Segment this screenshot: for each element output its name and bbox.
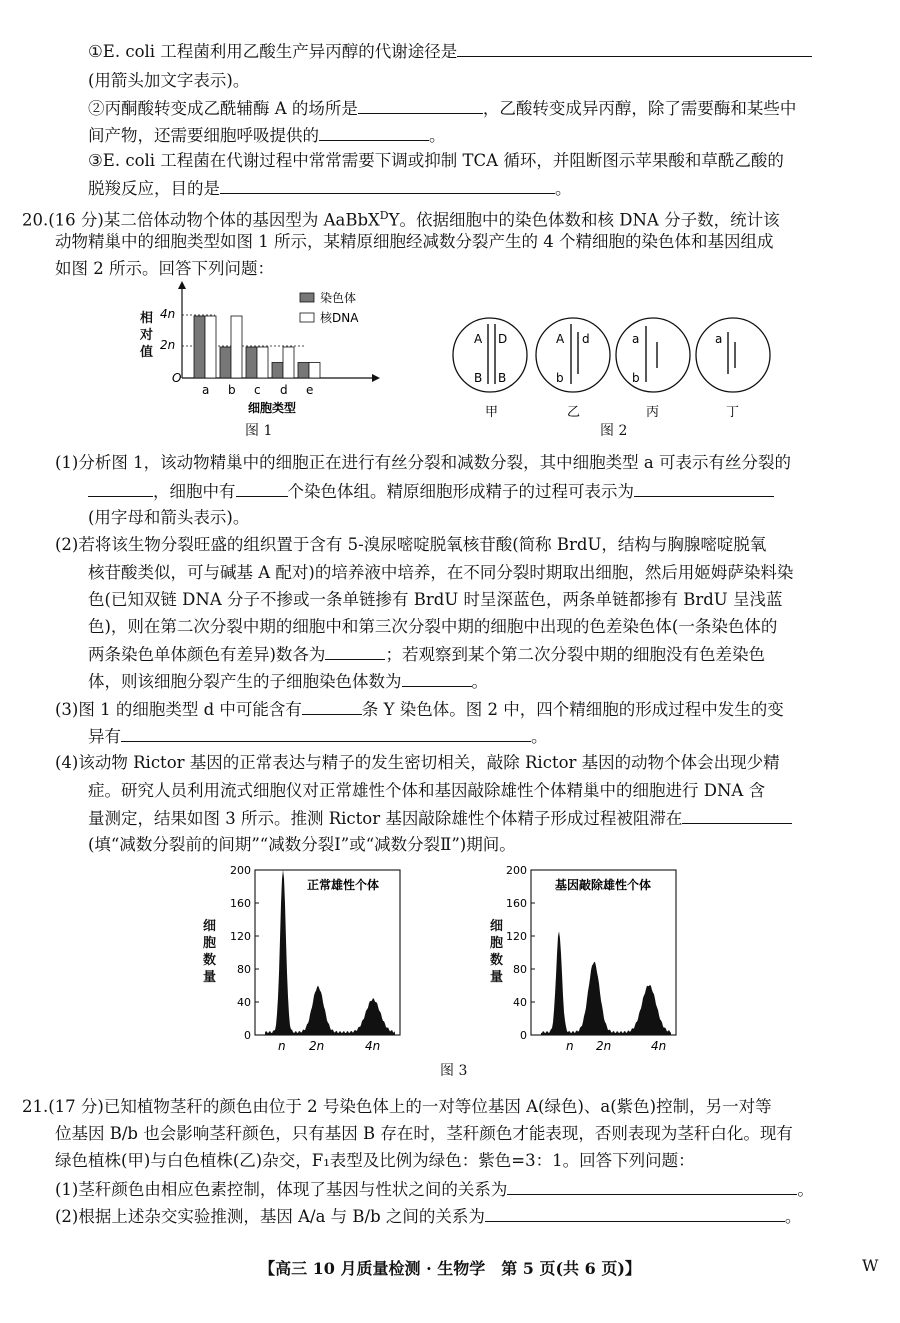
q20-intro-text-end: Y。依据细胞中的染色体数和核 DNA 分子数，统计该 <box>388 210 780 230</box>
category-label-d: d <box>280 383 288 397</box>
q21-s1-text: (1)茎秆颜色由相应色素控制，体现了基因与性状之间的关系为 <box>55 1180 508 1199</box>
q20-s2-line1: (2)若将该生物分裂旺盛的组织置于含有 5-溴尿嘧啶脱氧核苷酸(简称 BrdU，结构与胸腺嘧啶脱氧 <box>55 535 767 554</box>
q20-intro-text: 20.(16 分)某二倍体动物个体的基因型为 AaBbX <box>22 210 380 230</box>
bar-dna-a <box>205 316 216 378</box>
footer-mark: W <box>862 1256 879 1275</box>
gene-label: b <box>632 371 640 385</box>
gene-label: B <box>474 371 483 385</box>
q19-part2-text2: ，乙酸转变成异丙醇，除了需要酶和某些中 <box>482 99 797 118</box>
y-tick-label: 0 <box>520 1029 527 1042</box>
category-labels <box>202 383 313 397</box>
gene-label: b <box>556 371 564 385</box>
q20-s2-line6 <box>88 670 488 693</box>
q19-part1-line2: (用箭头加文字表示)。 <box>88 71 250 90</box>
bar-chromosome-a <box>194 316 205 378</box>
cell-membrane <box>616 318 690 392</box>
q19-part3-line2 <box>88 177 572 200</box>
answer-blank[interactable] <box>236 480 288 497</box>
histogram-area <box>541 931 671 1035</box>
superscript: D <box>379 209 389 222</box>
cell-name: 丁 <box>726 405 740 420</box>
cell-membrane <box>453 318 527 392</box>
q21-line5 <box>55 1205 801 1228</box>
y-tick-label: 120 <box>506 930 527 943</box>
answer-blank[interactable] <box>402 670 472 687</box>
page-footer: 【高三 10 月质量检测 · 生物学 第 5 页(共 6 页)】 <box>259 1259 641 1278</box>
y-tick-label: 0 <box>244 1029 251 1042</box>
q20-s2-text2: ；若观察到某个第二次分裂中期的细胞没有色差染色 <box>385 645 765 664</box>
q20-intro-line3: 如图 2 所示。回答下列问题： <box>55 259 274 278</box>
q21-s2-text: (2)根据上述杂交实验推测，基因 A/a 与 B/b 之间的关系为 <box>55 1207 485 1226</box>
x-axis-label: 细胞类型 <box>248 401 297 415</box>
fig3-right-y-label: 细胞数量 <box>490 919 504 985</box>
q20-s2-line4: 色)，则在第二次分裂中期的细胞中和第三次分裂中期的细胞中出现的色差染色体(一条染色体的 <box>88 617 778 636</box>
period: 。 <box>531 727 548 746</box>
gene-label: A <box>474 332 483 346</box>
cell-ding <box>696 318 770 420</box>
figure-2-cells <box>440 312 780 422</box>
y-tick-label: 200 <box>506 864 527 877</box>
cell-membrane <box>696 318 770 392</box>
cell-name: 丙 <box>646 405 660 420</box>
q20-s2-line5 <box>88 643 765 666</box>
histogram-area <box>265 870 395 1035</box>
q21-line3: 绿色植株(甲)与白色植株(乙)杂交，F₁表型及比例为绿色：紫色=3：1。回答下列问题： <box>55 1151 695 1170</box>
q21-line2: 位基因 B/b 也会影响茎秆颜色，只有基因 B 存在时，茎秆颜色才能表现，否则表现为茎秆白化。现有 <box>55 1124 793 1143</box>
q20-s1-line2 <box>88 480 774 503</box>
q20-s1-text: ，细胞中有 <box>153 482 236 501</box>
answer-blank[interactable] <box>302 698 362 715</box>
histogram-normal <box>230 864 400 1053</box>
legend-swatch-chromosome <box>300 293 314 302</box>
fig3-left-y-label: 细胞数量 <box>203 919 217 985</box>
y-tick-4n: 4n <box>160 307 176 321</box>
fig2-caption: 图 2 <box>600 423 628 439</box>
gene-label: a <box>715 332 723 346</box>
panel-title: 正常雄性个体 <box>307 878 380 892</box>
q19-part2-text: ②丙酮酸转变成乙酰辅酶 A 的场所是 <box>88 99 358 118</box>
fig3-caption: 图 3 <box>440 1063 468 1079</box>
q20-intro-line2: 动物精巢中的细胞类型如图 1 所示，某精原细胞经减数分裂产生的 4 个精细胞的染色体和基因组成 <box>55 232 774 251</box>
gene-label: a <box>632 332 640 346</box>
q21-line4 <box>55 1178 814 1201</box>
y-tick-label: 120 <box>230 930 251 943</box>
q19-part2-line2 <box>88 124 446 147</box>
category-label-c: c <box>254 383 261 397</box>
q20-s4-text: 量测定，结果如图 3 所示。推测 Rictor 基因敲除雄性个体精子形成过程被阻滞在 <box>88 809 683 828</box>
q20-s3-text3: 异有 <box>88 727 121 746</box>
category-label-e: e <box>306 383 314 397</box>
cell-name: 乙 <box>567 405 581 420</box>
q20-s2-text3: 体，则该细胞分裂产生的子细胞染色体数为 <box>88 672 402 691</box>
answer-blank[interactable] <box>220 177 555 194</box>
q20-s3-line1 <box>55 698 784 721</box>
y-axis-arrow <box>178 281 186 289</box>
answer-blank[interactable] <box>88 480 153 497</box>
cell-name: 甲 <box>485 405 499 420</box>
y-tick-label: 40 <box>237 996 251 1009</box>
cell-jia <box>453 318 527 420</box>
bar-dna-e <box>309 363 320 379</box>
answer-blank[interactable] <box>682 807 792 824</box>
q20-s1-line1: (1)分析图 1，该动物精巢中的细胞正在进行有丝分裂和减数分裂，其中细胞类型 a 可表示有丝分裂的 <box>55 453 791 472</box>
answer-blank[interactable] <box>457 40 812 57</box>
y-tick-label: 160 <box>230 897 251 910</box>
x-tick: n <box>278 1039 286 1053</box>
q20-s4-line3 <box>88 807 792 830</box>
answer-blank[interactable] <box>319 124 429 141</box>
bar-chromosome-d <box>272 363 283 379</box>
q21-line1: 21.(17 分)已知植物茎秆的颜色由位于 2 号染色体上的一对等位基因 A(绿色)、a(紫色)控制，另一对等 <box>22 1097 772 1116</box>
q20-s2-text: 两条染色单体颜色有差异)数各为 <box>88 645 326 664</box>
bar-chromosome-e <box>298 363 309 379</box>
bar-dna-d <box>283 347 294 378</box>
q20-s2-line2: 核苷酸类似，可与碱基 A 配对)的培养液中培养，在不同分裂时期取出细胞，然后用姬姆萨染料染 <box>88 563 794 582</box>
bar-dna-b <box>231 316 242 378</box>
y-tick-label: 200 <box>230 864 251 877</box>
answer-blank[interactable] <box>121 725 531 742</box>
gene-label: B <box>498 371 507 385</box>
q19-part2-text3: 间产物，还需要细胞呼吸提供的 <box>88 126 319 145</box>
cell-yi <box>536 318 610 420</box>
q19-part3-text: 脱羧反应，目的是 <box>88 179 220 198</box>
bar-chromosome-b <box>220 347 231 378</box>
q19-part2-line1 <box>88 97 796 120</box>
period: 。 <box>555 179 572 198</box>
y-tick-2n: 2n <box>160 338 176 352</box>
q20-s3-line2 <box>88 725 548 748</box>
y-tick-label: 40 <box>513 996 527 1009</box>
bar-dna-c <box>257 347 268 378</box>
y-tick-label: 160 <box>506 897 527 910</box>
q20-intro-line1 <box>22 205 780 232</box>
q20-s4-line1: (4)该动物 Rictor 基因的正常表达与精子的发生密切相关，敲除 Rictor 基因的动物个体会出现少精 <box>55 753 780 772</box>
y-tick-label: 80 <box>237 963 251 976</box>
answer-blank[interactable] <box>325 643 385 660</box>
answer-blank[interactable] <box>485 1205 785 1222</box>
q19-part1-text: ①E. coli 工程菌利用乙酸生产异丙醇的代谢途径是 <box>88 42 458 61</box>
period: 。 <box>429 126 446 145</box>
fig1-y-axis-label: 相对值 <box>140 311 154 360</box>
q20-s2-line3: 色(已知双链 DNA 分子不掺或一条单链掺有 BrdU 时呈深蓝色，两条单链都掺有 BrdU 呈浅蓝 <box>88 590 783 609</box>
panel-title: 基因敲除雄性个体 <box>555 878 652 892</box>
y-tick-label: 80 <box>513 963 527 976</box>
gene-label: d <box>582 332 590 346</box>
cell-membrane <box>536 318 610 392</box>
x-tick: 2n <box>596 1039 612 1053</box>
gene-label: A <box>556 332 565 346</box>
gene-label: D <box>498 332 508 346</box>
period: 。 <box>471 672 488 691</box>
fig1-caption: 图 1 <box>245 423 273 439</box>
answer-blank[interactable] <box>634 480 774 497</box>
q19-part1-line1 <box>88 40 812 63</box>
x-tick: 2n <box>309 1039 325 1053</box>
q19-part3-line1: ③E. coli 工程菌在代谢过程中常常需要下调或抑制 TCA 循环，并阻断图示苹果酸和草酰乙酸的 <box>88 151 784 170</box>
q20-s4-line2: 症。研究人员利用流式细胞仪对正常雄性个体和基因敲除雄性个体精巢中的细胞进行 DNA 含 <box>88 781 766 800</box>
period: 。 <box>797 1180 814 1199</box>
cell-bing <box>616 318 690 420</box>
figure-3-histograms <box>195 862 715 1062</box>
q20-s4-line4: (填“减数分裂前的间期”“减数分裂Ⅰ”或“减数分裂Ⅱ”)期间。 <box>88 835 516 854</box>
legend-label-chromosome: 染色体 <box>320 291 357 305</box>
category-label-a: a <box>202 383 210 397</box>
x-axis-arrow <box>372 374 380 382</box>
legend-swatch-dna <box>300 313 314 322</box>
x-tick: n <box>566 1039 574 1053</box>
q20-s3-text2: 条 Y 染色体。图 2 中，四个精细胞的形成过程中发生的变 <box>361 700 784 719</box>
q20-s3-text: (3)图 1 的细胞类型 d 中可能含有 <box>55 700 302 719</box>
q20-s1-text2: 个染色体组。精原细胞形成精子的过程可表示为 <box>287 482 634 501</box>
answer-blank[interactable] <box>507 1178 797 1195</box>
bar-chromosome-c <box>246 347 257 378</box>
figure-1-bar-chart <box>130 278 390 418</box>
answer-blank[interactable] <box>358 97 483 114</box>
legend-label-dna: 核DNA <box>320 311 359 325</box>
histogram-knockout <box>506 864 676 1053</box>
y-tick-O: O <box>172 371 182 385</box>
x-tick: 4n <box>365 1039 381 1053</box>
q20-s1-line3: (用字母和箭头表示)。 <box>88 508 250 527</box>
category-label-b: b <box>228 383 236 397</box>
x-tick: 4n <box>651 1039 667 1053</box>
bar-group <box>194 316 320 378</box>
period: 。 <box>784 1207 802 1226</box>
